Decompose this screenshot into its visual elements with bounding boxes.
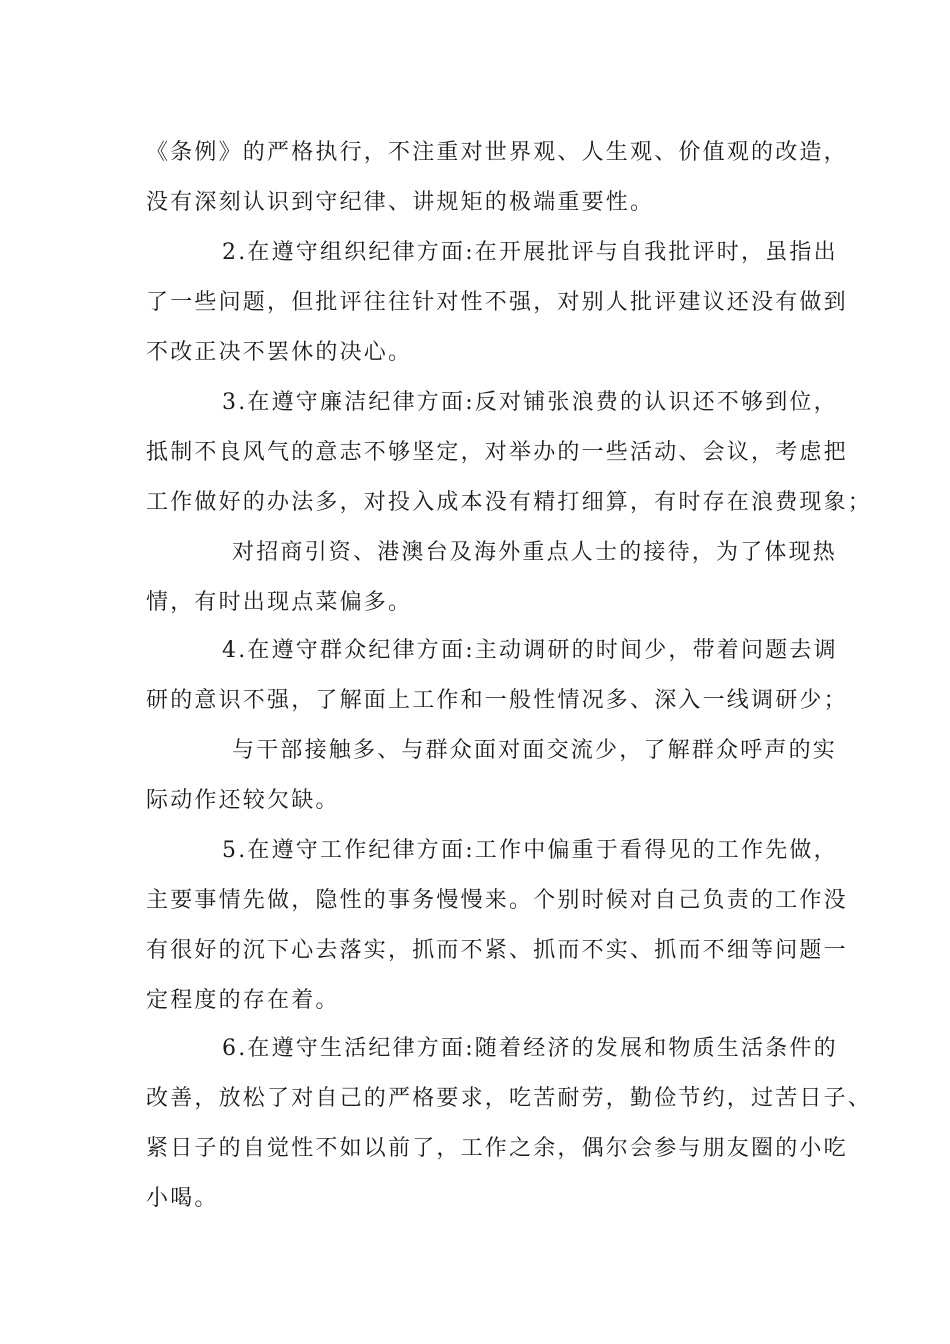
paragraph-line: 没有深刻认识到守纪律、讲规矩的极端重要性。 [146,190,655,215]
paragraph-line: 3.在遵守廉洁纪律方面:反对铺张浪费的认识还不够到位， [222,390,838,415]
paragraph-line: 研的意识不强，了解面上工作和一般性情况多、深入一线调研少； [146,688,848,713]
paragraph-line: 主要事情先做，隐性的事务慢慢来。个别时候对自己负责的工作没 [146,888,848,913]
paragraph-line: 4.在遵守群众纪律方面:主动调研的时间少，带着问题去调 [222,638,838,663]
paragraph-line: 抵制不良风气的意志不够坚定，对举办的一些活动、会议，考虑把 [146,440,848,465]
paragraph-line: 紧日子的自觉性不如以前了，工作之余，偶尔会参与朋友圈的小吃 [146,1136,848,1161]
paragraph-line: 5.在遵守工作纪律方面:工作中偏重于看得见的工作先做， [222,838,838,863]
paragraph-line: 工作做好的办法多，对投入成本没有精打细算，有时存在浪费现象； [146,490,873,515]
paragraph-line: 情，有时出现点菜偏多。 [146,590,413,615]
paragraph-line: 2.在遵守组织纪律方面:在开展批评与自我批评时，虽指出 [222,240,838,265]
paragraph-line: 了一些问题，但批评往往针对性不强，对别人批评建议还没有做到 [146,290,848,315]
paragraph-line: 对招商引资、港澳台及海外重点人士的接待，为了体现热 [232,540,838,565]
paragraph-line: 定程度的存在着。 [146,988,340,1013]
paragraph-line: 6.在遵守生活纪律方面:随着经济的发展和物质生活条件的 [222,1036,838,1061]
paragraph-line: 小喝。 [146,1186,219,1211]
paragraph-line: 《条例》的严格执行，不注重对世界观、人生观、价值观的改造， [146,140,848,165]
paragraph-line: 际动作还较欠缺。 [146,788,340,813]
paragraph-line: 与干部接触多、与群众面对面交流少，了解群众呼声的实 [232,738,838,763]
paragraph-line: 改善，放松了对自己的严格要求，吃苦耐劳，勤俭节约，过苦日子、 [146,1086,873,1111]
paragraph-line: 不改正决不罢休的决心。 [146,340,413,365]
paragraph-line: 有很好的沉下心去落实，抓而不紧、抓而不实、抓而不细等问题一 [146,938,848,963]
